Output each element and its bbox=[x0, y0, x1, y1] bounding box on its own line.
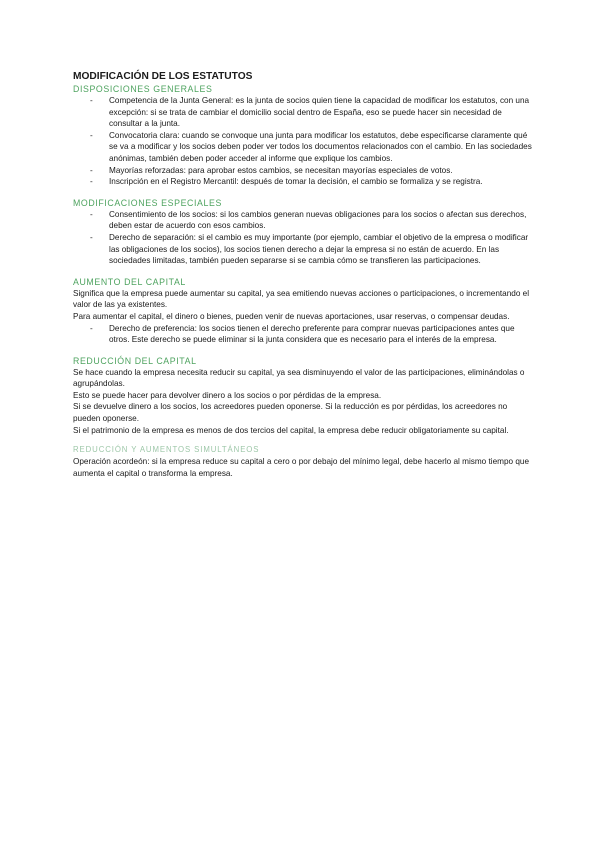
list-item: - Convocatoria clara: cuando se convoque una junta para modificar los estatutos, debe especificarse claramente qué se va a modificar y los socios deben poder ver todos los documentos relacionados con el cambio. En las sociedades anónimas, también deben poder acceder al informe que explique los cambios. bbox=[73, 130, 533, 165]
section-heading-aumento: AUMENTO DEL CAPITAL bbox=[73, 276, 186, 287]
section-heading-especiales: MODIFICACIONES ESPECIALES bbox=[73, 197, 222, 208]
list-item: - Derecho de separación: si el cambio es muy importante (por ejemplo, cambiar el objetivo de la empresa o modificar las obligaciones de los socios), los socios tienen derecho a dejar la empresa si no están de acuerdo. En las sociedades limitadas, también pueden separarse si se cambia cómo se transfieren las participaciones. bbox=[73, 232, 533, 267]
paragraph: Se hace cuando la empresa necesita reducir su capital, ya sea disminuyendo el valor de las participaciones, eliminándolas o agrupándolas. bbox=[73, 367, 525, 389]
document-content bbox=[73, 71, 533, 479]
list-item: - Competencia de la Junta General: es la junta de socios quien tiene la capacidad de modificar los estatutos, con una excepción: si se trata de cambiar el domicilio social dentro de España, eso se puede hacer sin necesidad de consultar a la junta. bbox=[73, 95, 533, 130]
section-heading-reduccion: REDUCCIÓN DEL CAPITAL bbox=[73, 355, 197, 366]
paragraph: Significa que la empresa puede aumentar su capital, ya sea emitiendo nuevas acciones o participaciones, o incrementando el valor de las ya existentes. bbox=[73, 288, 530, 310]
paragraph: Para aumentar el capital, el dinero o bienes, pueden venir de nuevas aportaciones, usar reservas, o compensar deudas. bbox=[73, 311, 510, 321]
list-item: - Derecho de preferencia: los socios tienen el derecho preferente para comprar nuevas participaciones antes que otros. Este derecho se puede eliminar si la junta considera que es necesario para el interés de la empresa. bbox=[73, 323, 533, 346]
list-item: - Inscripción en el Registro Mercantil: después de tomar la decisión, el cambio se formaliza y se registra. bbox=[73, 176, 533, 188]
bullet-list-disposiciones bbox=[73, 95, 533, 188]
paragraph: Si el patrimonio de la empresa es menos de dos tercios del capital, la empresa debe reducir obligatoriamente su capital. bbox=[73, 425, 509, 435]
paragraph: Esto se puede hacer para devolver dinero a los socios o por pérdidas de la empresa. bbox=[73, 390, 382, 400]
list-item: - Consentimiento de los socios: si los cambios generan nuevas obligaciones para los socios o afectan sus derechos, deben estar de acuerdo con esos cambios. bbox=[73, 209, 533, 232]
section-heading-simultaneos: REDUCCIÓN Y AUMENTOS SIMULTÁNEOS bbox=[73, 445, 260, 455]
list-item: - Mayorías reforzadas: para aprobar estos cambios, se necesitan mayorías especiales de votos. bbox=[73, 165, 533, 177]
section-heading-disposiciones: DISPOSICIONES GENERALES bbox=[73, 84, 213, 94]
document-title: MODIFICACIÓN DE LOS ESTATUTOS bbox=[73, 71, 253, 82]
bullet-list-aumento bbox=[73, 323, 533, 346]
paragraph: Operación acordeón: si la empresa reduce su capital a cero o por debajo del mínimo legal, debe hacerlo al mismo tiempo que aumenta el capital o transforma la empresa. bbox=[73, 457, 530, 478]
paragraph: Si se devuelve dinero a los socios, los acreedores pueden oponerse. Si la reducción es por pérdidas, los acreedores no pueden oponerse. bbox=[73, 402, 508, 424]
bullet-list-especiales bbox=[73, 209, 533, 267]
